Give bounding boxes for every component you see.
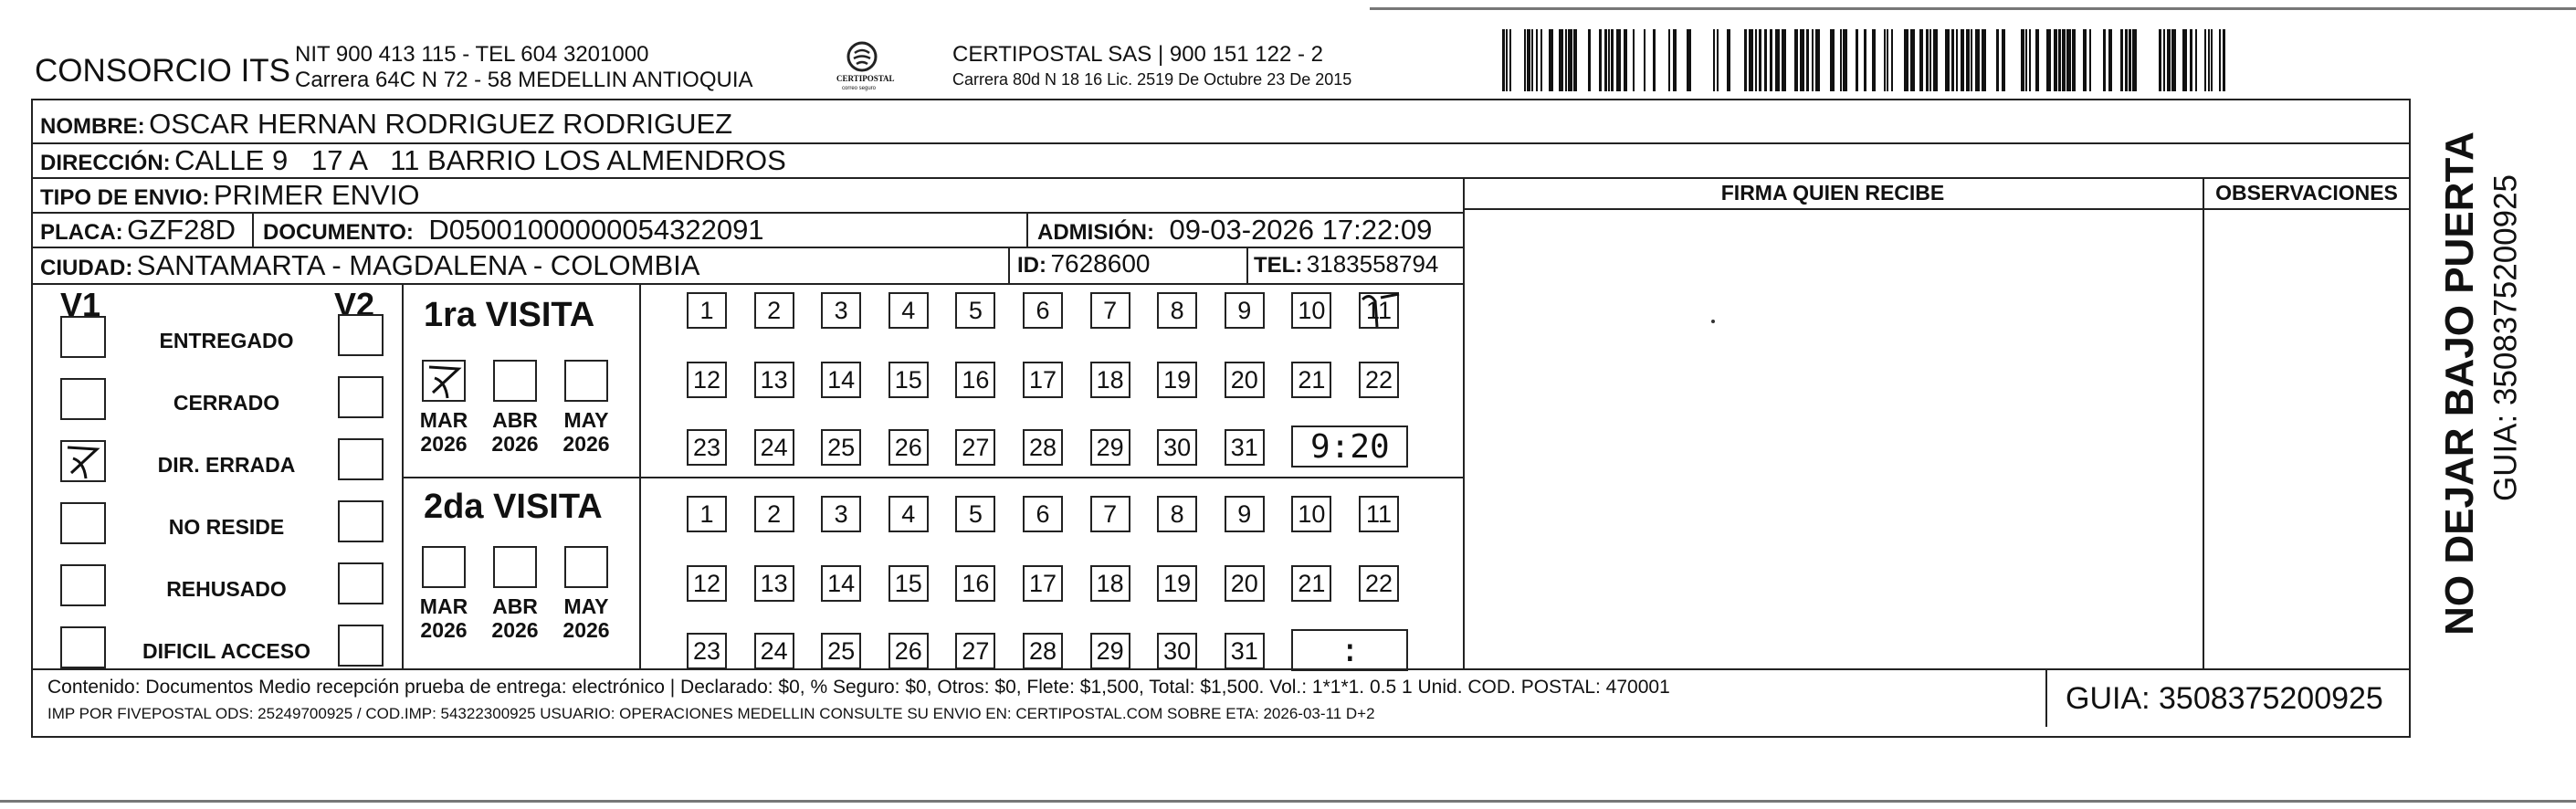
status-v1-checkbox[interactable] [60,378,106,420]
row-divider [31,247,1465,248]
day-checkbox[interactable] [821,292,861,329]
day-checkbox[interactable] [1225,565,1265,602]
day-number: 12 [692,365,721,394]
page-bottom-edge [0,800,2576,803]
page-top-edge [1370,7,2576,10]
day-number: 15 [894,365,922,394]
handwritten-mark-icon [1357,287,1404,334]
day-checkbox[interactable] [1225,362,1265,398]
visit-time-value: 9:20 [1310,427,1390,466]
day-checkbox[interactable] [1023,362,1063,398]
placa-label: PLACA: [40,220,123,245]
certipostal-logo [836,38,895,97]
day-number: 24 [760,636,788,665]
day-checkbox[interactable] [1090,292,1130,329]
day-checkbox[interactable] [1225,429,1265,466]
status-v2-checkbox[interactable] [338,500,384,542]
day-number: 12 [692,569,721,597]
day-checkbox[interactable] [888,292,929,329]
documento-label: DOCUMENTO: [263,220,414,245]
day-number: 7 [1103,296,1118,324]
day-checkbox[interactable] [1023,633,1063,669]
status-v2-checkbox[interactable] [338,625,384,667]
day-checkbox[interactable] [888,565,929,602]
second-visit-title: 2da VISITA [424,488,603,526]
month-label: MAY [563,594,609,618]
day-number: 21 [1298,569,1326,597]
month-checkbox[interactable] [564,360,608,402]
imp-line: IMP POR FIVEPOSTAL ODS: 25249700925 / COD.IMP: 54322300925 USUARIO: OPERACIONES MEDELLIN CONSULTE SU ENVIO EN: CERTIPOSTAL.COM SOBRE ETA: 2026-03-11 D+2 [47,705,1375,722]
year-label: 2026 [563,618,610,642]
day-checkbox[interactable] [955,496,995,532]
observaciones-area[interactable] [2204,210,2409,667]
ciudad-label: CIUDAD: [40,256,133,280]
day-checkbox[interactable] [955,362,995,398]
day-checkbox[interactable] [1225,292,1265,329]
status-v2-checkbox[interactable] [338,376,384,418]
id-value: 7628600 [1050,249,1151,278]
day-checkbox[interactable] [687,496,727,532]
status-label: REHUSADO [166,577,287,601]
status-label: DIR. ERRADA [157,453,296,477]
contenido-line: Contenido: Documentos Medio recepción prueba de entrega: electrónico | Declarado: $0, % Seguro: $0, Otros: $0, Flete: $1,500, Total: $1,500. Vol.: 1*1*1. 0.5 1 Unid. COD. POSTAL: 470001 [47,677,1670,698]
day-number: 15 [894,569,922,597]
visit-time-value: : [1340,631,1361,669]
day-checkbox[interactable] [1023,565,1063,602]
day-number: 9 [1237,499,1252,528]
day-number: 4 [901,296,916,324]
year-label: 2026 [420,432,468,456]
day-number: 26 [894,433,922,461]
visit-time-field[interactable] [1291,629,1408,671]
footer-guia: GUIA: 3508375200925 [2066,681,2383,716]
tel-label: TEL: [1254,253,1303,278]
month-label: ABR [492,408,538,432]
day-number: 6 [1036,296,1050,324]
tipo-row [40,181,419,209]
status-label: NO RESIDE [168,515,285,539]
admision-divider [1026,212,1028,247]
day-checkbox[interactable] [955,633,995,669]
day-checkbox[interactable] [1157,429,1197,466]
day-checkbox[interactable] [821,429,861,466]
nombre-label: NOMBRE: [40,114,145,139]
day-checkbox[interactable] [1157,496,1197,532]
status-v1-checkbox[interactable] [60,564,106,606]
day-number: 16 [962,365,990,394]
day-checkbox[interactable] [888,429,929,466]
day-checkbox[interactable] [1157,362,1197,398]
day-checkbox[interactable] [1090,565,1130,602]
day-checkbox[interactable] [754,292,794,329]
day-checkbox[interactable] [1225,496,1265,532]
carrier-address: Carrera 80d N 18 16 Lic. 2519 De Octubre 23 De 2015 [952,70,1352,89]
day-checkbox[interactable] [1359,496,1399,532]
day-checkbox[interactable] [955,292,995,329]
day-number: 5 [968,499,983,528]
day-number: 25 [827,433,856,461]
month-checkbox[interactable] [422,360,466,402]
id-row [1017,251,1150,277]
day-number: 23 [692,636,721,665]
status-label: CERRADO [173,391,280,415]
signature-dot [1711,320,1715,323]
no-dejar-warning: NO DEJAR BAJO PUERTA [2437,131,2482,636]
v2-label: V2 [334,286,375,323]
day-checkbox[interactable] [1225,633,1265,669]
year-label: 2026 [491,432,539,456]
month-checkbox[interactable] [422,546,466,588]
month-label: MAY [563,408,609,432]
tel-divider [1246,247,1248,283]
day-checkbox[interactable] [1359,362,1399,398]
day-number: 5 [968,296,983,324]
handwritten-check-icon [62,442,104,480]
day-checkbox[interactable] [1291,565,1331,602]
day-checkbox[interactable] [1090,429,1130,466]
day-number: 2 [767,499,782,528]
placa-row [40,215,236,244]
month-checkbox[interactable] [564,546,608,588]
day-number: 30 [1163,636,1192,665]
day-checkbox[interactable] [1157,292,1197,329]
day-number: 10 [1298,499,1326,528]
day-number: 8 [1170,296,1184,324]
placa-divider [252,212,254,247]
logo-text: CERTIPOSTAL [836,74,895,83]
day-number: 18 [1096,365,1124,394]
day-number: 8 [1170,499,1184,528]
day-number: 25 [827,636,856,665]
status-v1-checkbox[interactable] [60,626,106,668]
day-number: 10 [1298,296,1326,324]
status-v1-checkbox[interactable] [60,440,106,482]
status-v2-checkbox[interactable] [338,438,384,480]
signature-area[interactable] [1465,210,2201,667]
day-number: 18 [1096,569,1124,597]
day-number: 22 [1364,365,1393,394]
day-checkbox[interactable] [1291,496,1331,532]
day-number: 3 [834,499,848,528]
status-v2-checkbox[interactable] [338,562,384,604]
day-number: 3 [834,296,848,324]
day-checkbox[interactable] [687,362,727,398]
day-checkbox[interactable] [1157,633,1197,669]
nombre-row [40,110,732,138]
day-number: 20 [1230,569,1258,597]
day-checkbox[interactable] [821,633,861,669]
barcode [1502,29,2226,91]
day-checkbox[interactable] [687,565,727,602]
day-number: 6 [1036,499,1050,528]
day-number: 24 [760,433,788,461]
day-checkbox[interactable] [888,496,929,532]
admision-row [1037,215,1432,244]
day-number: 17 [1028,569,1057,597]
observaciones-header: OBSERVACIONES [2215,181,2398,205]
day-checkbox[interactable] [1291,362,1331,398]
day-number: 4 [901,499,916,528]
month-label: ABR [492,594,538,618]
day-checkbox[interactable] [888,633,929,669]
month-label: MAR [419,594,468,618]
id-label: ID: [1017,253,1046,278]
tel-value: 3183558794 [1306,250,1439,278]
month-checkbox[interactable] [493,546,537,588]
day-checkbox[interactable] [1090,633,1130,669]
firma-header: FIRMA QUIEN RECIBE [1720,181,1945,205]
day-number: 14 [827,569,856,597]
day-number: 28 [1028,433,1057,461]
direccion-value: CALLE 9 17 A 11 BARRIO LOS ALMENDROS [174,144,786,176]
day-number: 16 [962,569,990,597]
status-v1-checkbox[interactable] [60,502,106,544]
documento-value: D05001000000054322091 [428,214,764,246]
nombre-value: OSCAR HERNAN RODRIGUEZ RODRIGUEZ [149,108,733,140]
tel-row [1254,252,1438,277]
tipo-value: PRIMER ENVIO [213,179,420,211]
company-nit: NIT 900 413 115 - TEL 604 3201000 [295,42,649,67]
day-number: 13 [760,569,788,597]
day-checkbox[interactable] [754,633,794,669]
day-checkbox[interactable] [1157,565,1197,602]
placa-value: GZF28D [127,214,236,246]
day-number: 31 [1230,636,1258,665]
visit-time-field[interactable] [1291,426,1408,468]
status-v1-checkbox[interactable] [60,316,106,358]
day-number: 1 [699,296,714,324]
company-name: CONSORCIO ITS [35,53,291,89]
day-checkbox[interactable] [955,429,995,466]
month-checkbox[interactable] [493,360,537,402]
day-number: 23 [692,433,721,461]
day-number: 19 [1163,569,1192,597]
first-visit-title: 1ra VISITA [424,296,595,334]
side-guia: GUIA: 3508375200925 [2487,173,2524,502]
month-label: MAR [419,408,468,432]
row-divider [31,283,1465,285]
day-number: 7 [1103,499,1118,528]
day-checkbox[interactable] [1090,362,1130,398]
day-checkbox[interactable] [1359,292,1399,329]
tipo-label: TIPO DE ENVIO: [40,185,210,210]
day-number: 29 [1096,636,1124,665]
status-label: ENTREGADO [159,329,294,352]
day-checkbox[interactable] [821,565,861,602]
day-checkbox[interactable] [687,429,727,466]
ciudad-value: SANTAMARTA - MAGDALENA - COLOMBIA [136,249,700,281]
year-label: 2026 [563,432,610,456]
day-number: 26 [894,636,922,665]
day-checkbox[interactable] [1023,292,1063,329]
day-checkbox[interactable] [1023,496,1063,532]
day-number: 11 [1365,499,1393,528]
company-address: Carrera 64C N 72 - 58 MEDELLIN ANTIOQUIA [295,68,753,92]
day-checkbox[interactable] [888,362,929,398]
day-number: 2 [767,296,782,324]
admision-value: 09-03-2026 17:22:09 [1169,214,1433,246]
handwritten-check-icon [424,362,466,400]
logo-subtext: correo seguro [842,86,877,91]
year-label: 2026 [491,618,539,642]
direccion-label: DIRECCIÓN: [40,151,171,175]
direccion-row [40,146,786,174]
admision-label: ADMISIÓN: [1037,220,1154,245]
id-divider [1008,247,1010,283]
year-label: 2026 [420,618,468,642]
day-number: 28 [1028,636,1057,665]
day-number: 17 [1028,365,1057,394]
day-checkbox[interactable] [754,496,794,532]
day-number: 14 [827,365,856,394]
documento-row [263,215,764,244]
day-number: 1 [699,499,714,528]
day-checkbox[interactable] [1291,292,1331,329]
ciudad-row [40,251,699,279]
day-checkbox[interactable] [754,362,794,398]
day-checkbox[interactable] [754,565,794,602]
day-number: 29 [1096,433,1124,461]
status-v2-checkbox[interactable] [338,314,384,356]
v1-label: V1 [60,286,101,323]
day-checkbox[interactable] [1359,565,1399,602]
day-number: 27 [962,636,990,665]
day-number: 13 [760,365,788,394]
month-cal-divider [639,283,641,668]
day-checkbox[interactable] [821,362,861,398]
day-number: 20 [1230,365,1258,394]
day-number: 27 [962,433,990,461]
day-number: 30 [1163,433,1192,461]
day-number: 22 [1364,569,1393,597]
visit-divider [402,477,1463,478]
day-checkbox[interactable] [1090,496,1130,532]
status-visit-divider [402,283,404,668]
day-number: 19 [1163,365,1192,394]
day-number: 31 [1230,433,1258,461]
day-checkbox[interactable] [754,429,794,466]
day-checkbox[interactable] [687,633,727,669]
status-label: DIFICIL ACCESO [142,639,310,663]
day-checkbox[interactable] [1023,429,1063,466]
day-number: 21 [1298,365,1326,394]
day-number: 9 [1237,296,1252,324]
carrier-name: CERTIPOSTAL SAS | 900 151 122 - 2 [952,42,1323,67]
day-checkbox[interactable] [955,565,995,602]
day-checkbox[interactable] [687,292,727,329]
day-number: 11 [1365,296,1393,324]
day-checkbox[interactable] [821,496,861,532]
